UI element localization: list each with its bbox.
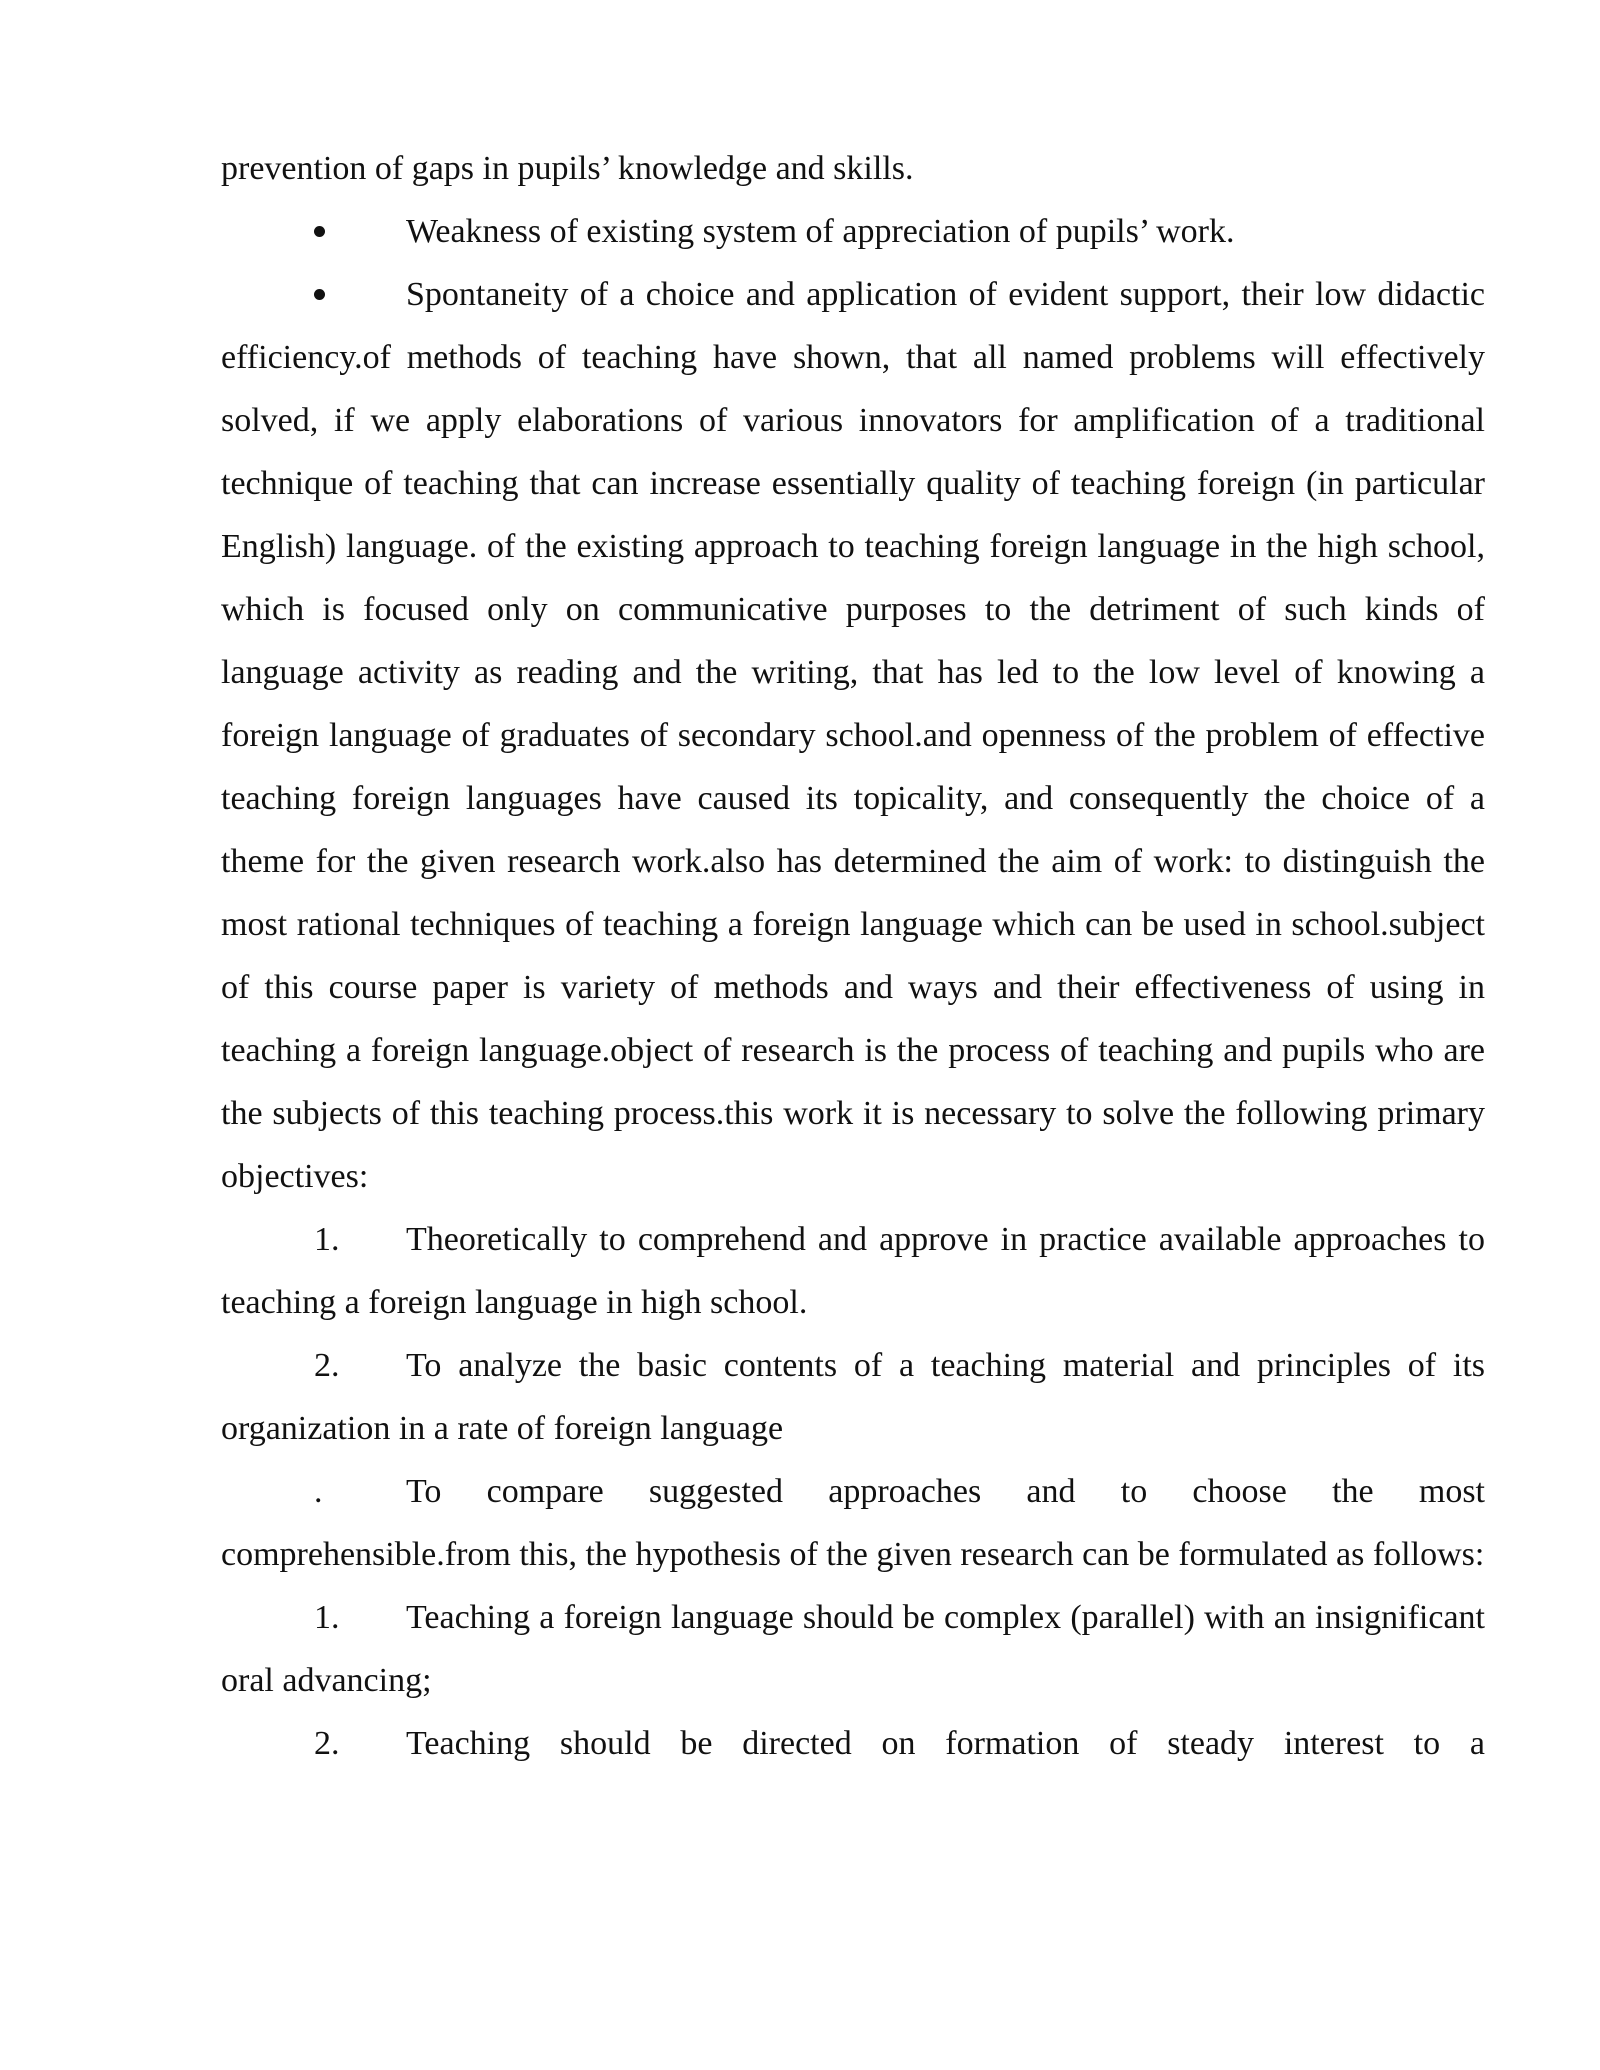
objective-text: To analyze the basic contents of a teaching material and principles of its organization in a rate of foreign language bbox=[221, 1347, 1485, 1447]
hypothesis-item-2 bbox=[221, 1712, 1485, 1775]
hypothesis-text: Teaching a foreign language should be complex (parallel) with an insignificant oral advancing; bbox=[221, 1599, 1485, 1699]
hypothesis-text: Teaching should be directed on formation of steady interest to a bbox=[406, 1725, 1485, 1762]
objective-item-3 bbox=[221, 1460, 1485, 1586]
objective-item-2 bbox=[221, 1334, 1485, 1460]
hypothesis-item-1 bbox=[221, 1586, 1485, 1712]
bullet-item-weakness bbox=[221, 200, 1485, 263]
document-body bbox=[221, 137, 1485, 1775]
list-marker: 1. bbox=[314, 1599, 340, 1636]
bullet-text: Spontaneity of a choice and application of evident support, their low didactic efficiency.of methods of teaching have shown, that all named problems will effectively solved, if we apply elaborations of various innovators for amplification of a traditional technique of teaching that can increase essentially quality of teaching foreign (in particular English) language. of the existing approach to teaching foreign language in the high school, which is focused only on communicative purposes to the detriment of such kinds of language activity as reading and the writing, that has led to the low level of knowing a foreign language of graduates of secondary school.and openness of the problem of effective teaching foreign languages have caused its topicality, and consequently the choice of a theme for the given research work.also has determined the aim of work: to distinguish the most rational techniques of teaching a foreign language which can be used in school.subject of this course paper is variety of methods and ways and their effectiveness of using in teaching a foreign language.object of research is the process of teaching and pupils who are the subjects of this teaching process.this work it is necessary to solve the following primary objectives: bbox=[221, 276, 1485, 1195]
bullet-marker bbox=[314, 263, 406, 326]
objective-item-1 bbox=[221, 1208, 1485, 1334]
bullet-text: Weakness of existing system of appreciation of pupils’ work. bbox=[406, 213, 1235, 250]
bullet-dot-icon bbox=[314, 289, 325, 300]
bullet-item-spontaneity bbox=[221, 263, 1485, 1208]
list-marker: . bbox=[314, 1473, 323, 1510]
objective-text: Theoretically to comprehend and approve in practice available approaches to teaching a foreign language in high school. bbox=[221, 1221, 1485, 1321]
intro-line: prevention of gaps in pupils’ knowledge and skills. bbox=[221, 150, 914, 187]
bullet-dot-icon bbox=[314, 226, 325, 237]
bullet-marker bbox=[314, 200, 406, 263]
list-marker: 1. bbox=[314, 1221, 340, 1258]
list-marker: 2. bbox=[314, 1725, 340, 1762]
list-marker: 2. bbox=[314, 1347, 340, 1384]
objective-text: To compare suggested approaches and to choose the most comprehensible.from this, the hypothesis of the given research can be formulated as follows: bbox=[221, 1473, 1485, 1573]
